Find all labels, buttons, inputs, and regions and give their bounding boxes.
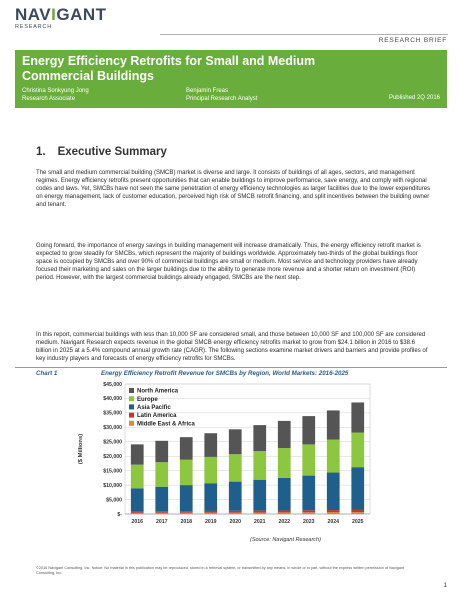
legend-label: Asia Pacific xyxy=(137,405,171,411)
bar-segment-north-america-2023 xyxy=(302,416,315,444)
legend-swatch xyxy=(129,421,134,426)
author-1-role: Research Associate xyxy=(22,96,76,102)
bar-segment-europe-2025 xyxy=(351,433,364,468)
y-tick-label: $45,000 xyxy=(103,381,122,388)
x-tick-label: 2025 xyxy=(351,519,364,525)
bar-segment-latin-america-2019 xyxy=(204,511,217,513)
bar-segment-asia-pacific-2020 xyxy=(229,482,242,511)
legend-swatch xyxy=(129,404,134,409)
chart-divider xyxy=(15,367,447,368)
section-title: Executive Summary xyxy=(57,146,167,158)
bar-segment-north-america-2018 xyxy=(180,437,193,460)
bar-segment-asia-pacific-2019 xyxy=(204,483,217,511)
x-tick-label: 2021 xyxy=(253,519,266,525)
logo-text-2: I xyxy=(51,5,57,24)
x-tick-label: 2022 xyxy=(278,519,291,525)
legend-swatch xyxy=(129,396,134,401)
navigant-logo xyxy=(15,6,107,30)
legend-label: Europe xyxy=(137,396,158,403)
stacked-bar-chart xyxy=(70,378,380,538)
paragraph-1: The small and medium commercial building (SMCB) market is diverse and large. It consists of buildings of all ages, sectors, and management regimes. Energy efficiency retrofits present opportunities that can enable buildings to improve performance, save energy, and comply with regional codes and laws. Yet, SMCBs have not seen the same penetration of energy efficiency technologies as larger facilities due to the lower expenditures on energy management, lack of customer education, perceived high risk of SMCB retrofit financing, and split incentives between the building owner and tenant. xyxy=(36,170,431,209)
x-tick-label: 2018 xyxy=(180,519,193,525)
logo-subtitle: RESEARCH xyxy=(15,24,52,30)
bar-segment-latin-america-2021 xyxy=(253,511,266,513)
bar-segment-north-america-2021 xyxy=(253,425,266,451)
bar-segment-latin-america-2020 xyxy=(229,511,242,513)
bar-segment-europe-2019 xyxy=(204,457,217,483)
x-tick-label: 2019 xyxy=(204,519,217,525)
chart-title: Energy Efficiency Retrofit Revenue for SMCBs by Region, World Markets: 2016-2025 xyxy=(101,370,349,377)
logo-wordmark xyxy=(15,6,107,24)
y-tick-label: $10,000 xyxy=(103,482,122,489)
chart-number: Chart 1 xyxy=(36,370,58,377)
bar-segment-asia-pacific-2025 xyxy=(351,467,364,510)
doc-type-label: RESEARCH BRIEF xyxy=(378,37,447,44)
bar-segment-europe-2021 xyxy=(253,451,266,480)
paragraph-3: In this report, commercial buildings with less than 10,000 SF are considered small, and those between 10,000 SF and 100,000 SF are considered medium. Navigant Research expects revenue in the global SMCB energy efficiency retrofits market to grow from $24.1 billion in 2016 to $38.6 billion in 2025 at a 5.4% compound annual growth rate (CAGR). The following sections examine market drivers and barriers and provide profiles of key industry players and forecasts of energy efficiency retrofits for SMCBs. xyxy=(36,332,428,363)
bar-segment-north-america-2017 xyxy=(155,441,168,462)
bar-segment-latin-america-2025 xyxy=(351,510,364,512)
x-tick-label: 2017 xyxy=(155,519,168,525)
y-axis-title: ($ Millions) xyxy=(78,433,84,465)
y-tick-label: $40,000 xyxy=(103,396,122,403)
author-2-name: Benjamin Freas xyxy=(186,88,229,94)
bar-segment-asia-pacific-2021 xyxy=(253,480,266,511)
legend-label: Latin America xyxy=(137,413,177,420)
x-tick-label: 2016 xyxy=(131,519,144,525)
logo-text-1: NAV xyxy=(15,5,52,24)
author-2 xyxy=(186,87,257,103)
y-tick-label: $25,000 xyxy=(103,439,122,446)
x-tick-label: 2020 xyxy=(229,519,242,525)
paragraph-2: Going forward, the importance of energy savings in building management will increase dramatically. Thus, the energy efficiency retrofit market is expected to grow steadily for SMCBs, which represent the majority of buildings worldwide. Approximately two-thirds of the global buildings floor space is occupied by SMCBs and over 90% of commercial buildings are small or medium. Most service and technology providers have already focused their marketing and sales on the larger buildings due to the ability to generate more revenue and a shorter return on investment (ROI) period. However, with the largest commercial buildings already engaged, SMCBs are the next step. xyxy=(36,243,421,282)
bar-segment-latin-america-2024 xyxy=(327,510,340,512)
section-heading xyxy=(36,146,167,158)
bar-segment-asia-pacific-2022 xyxy=(278,478,291,511)
bar-segment-asia-pacific-2016 xyxy=(131,488,144,511)
author-2-role: Principal Research Analyst xyxy=(186,96,258,102)
bar-segment-asia-pacific-2023 xyxy=(302,476,315,511)
bar-segment-asia-pacific-2018 xyxy=(180,485,193,511)
legend-swatch xyxy=(129,388,134,393)
legend-label: North America xyxy=(137,388,179,395)
bar-segment-latin-america-2023 xyxy=(302,510,315,512)
bar-segment-europe-2018 xyxy=(180,460,193,485)
legend-swatch xyxy=(129,413,134,418)
published-date: Published 2Q 2016 xyxy=(388,95,440,101)
x-tick-label: 2024 xyxy=(327,519,340,525)
logo-text-3: GANT xyxy=(56,5,107,24)
y-tick-label: $5,000 xyxy=(106,497,122,504)
header-divider xyxy=(160,34,448,35)
bar-segment-latin-america-2017 xyxy=(155,511,168,513)
bar-segment-europe-2023 xyxy=(302,444,315,475)
bar-segment-europe-2024 xyxy=(327,440,340,473)
bar-segment-latin-america-2022 xyxy=(278,510,291,512)
y-tick-label: $20,000 xyxy=(103,454,122,461)
copyright-notice: ©2016 Navigant Consulting, Inc. Notice: No material in this publication may be reproduced, stored in a retrieval system, or transmitted by any means, in whole or in part, without the express written permission of Navigant Consulting, Inc. xyxy=(36,566,405,575)
title-banner xyxy=(15,50,447,108)
bar-segment-north-america-2022 xyxy=(278,421,291,448)
bar-segment-europe-2017 xyxy=(155,462,168,487)
bar-segment-north-america-2020 xyxy=(229,429,242,454)
x-tick-label: 2023 xyxy=(302,519,315,525)
author-1 xyxy=(22,87,89,103)
bar-segment-north-america-2024 xyxy=(327,410,340,439)
legend-label: Middle East & Africa xyxy=(137,421,195,428)
page-number: 1 xyxy=(443,582,447,589)
chart-source: (Source: Navigant Research) xyxy=(250,537,321,543)
bar-segment-europe-2022 xyxy=(278,448,291,478)
author-1-name: Christina Sonkyung Jong xyxy=(22,88,89,94)
bar-segment-north-america-2025 xyxy=(351,402,364,432)
bar-segment-asia-pacific-2017 xyxy=(155,487,168,512)
y-tick-label: $30,000 xyxy=(103,425,122,432)
bar-segment-north-america-2016 xyxy=(131,444,144,464)
y-tick-label: $35,000 xyxy=(103,410,122,417)
report-title: Energy Efficiency Retrofits for Small and Medium Commercial Buildings xyxy=(22,54,316,83)
bar-segment-europe-2020 xyxy=(229,454,242,481)
bar-segment-latin-america-2016 xyxy=(131,511,144,512)
bar-segment-latin-america-2018 xyxy=(180,511,193,513)
bar-segment-north-america-2019 xyxy=(204,433,217,457)
y-tick-label: $- xyxy=(117,511,122,518)
y-tick-label: $15,000 xyxy=(103,468,122,475)
section-number: 1. xyxy=(36,146,46,158)
bar-segment-asia-pacific-2024 xyxy=(327,473,340,511)
bar-segment-europe-2016 xyxy=(131,465,144,489)
